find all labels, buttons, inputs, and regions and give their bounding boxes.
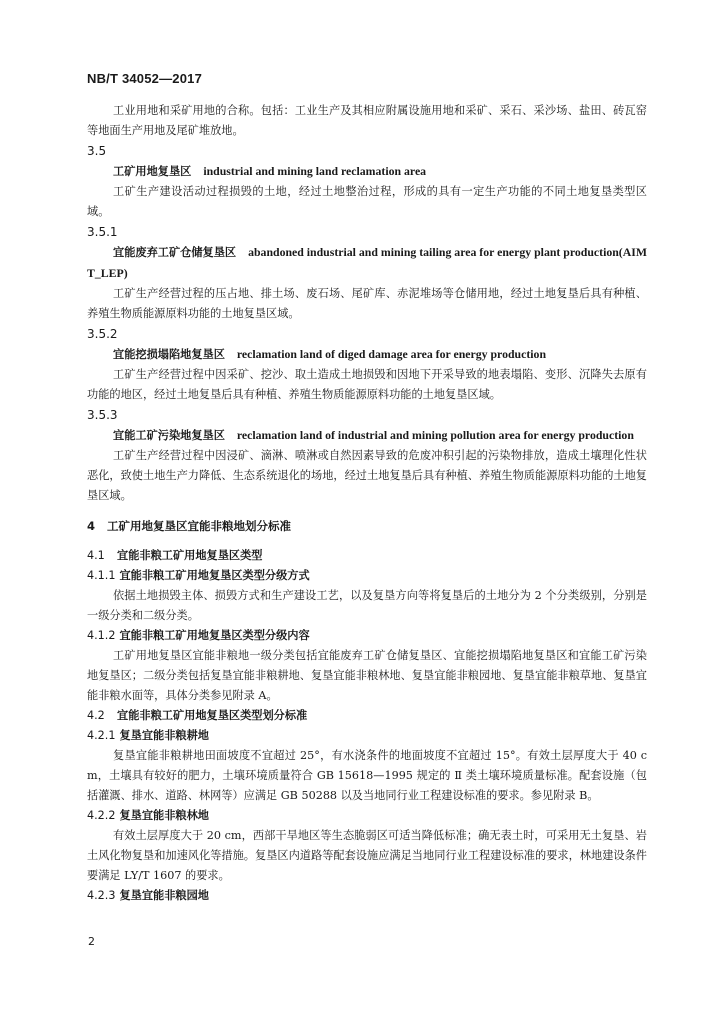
term-3-5-zh: 工矿用地复垦区	[113, 165, 192, 178]
term-3-5	[87, 161, 647, 182]
clause-number-3-5: 3.5	[87, 144, 107, 158]
chapter-4-number: 4	[87, 519, 96, 533]
section-4-1-heading	[87, 546, 647, 566]
section-4-1-number: 4.1	[87, 549, 105, 562]
section-4-2-2-heading	[87, 806, 647, 826]
section-4-2-1-text: 复垦宜能非粮耕地田面坡度不宜超过 25°，有水浇条件的地面坡度不宜超过 15°。有效土层厚度大于 40 cm，土壤具有较好的肥力，土壤环境质量符合 GB 15618—1995 规定的 Ⅱ 类土壤环境质量标准。配套设施（包括灌溉、排水、道路、林网等）应满足 GB 50288 以及当地同行业工程建设标准的要求。参见附录 B。	[87, 749, 647, 802]
chapter-4-heading	[87, 516, 647, 536]
section-4-1-2-title: 宜能非粮工矿用地复垦区类型分级内容	[119, 629, 310, 642]
clause-number-3-5-3: 3.5.3	[87, 408, 118, 422]
section-4-1-2-heading	[87, 626, 647, 646]
standard-code: NB/T 34052—2017	[87, 71, 203, 86]
term-3-5-1-zh: 宜能废弃工矿仓储复垦区	[113, 246, 237, 259]
definition-3-5: 工矿生产建设活动过程损毁的土地，经过土地整治过程，形成的具有一定生产功能的不同土地复垦类型区域。	[87, 185, 647, 218]
definition-3-5-2: 工矿生产经营过程中因采矿、挖沙、取土造成土地损毁和因地下开采导致的地表塌陷、变形、沉降失去原有功能的地区，经过土地复垦后具有种植、养殖生物质能源原料功能的土地复垦区域。	[87, 368, 647, 401]
term-3-5-2	[87, 344, 647, 365]
section-4-2-3-number: 4.2.3	[87, 889, 116, 902]
section-4-2-1-heading	[87, 726, 647, 746]
section-4-2-number: 4.2	[87, 709, 105, 722]
section-4-1-1-text: 依据土地损毁主体、损毁方式和生产建设工艺，以及复垦方向等将复垦后的土地分为 2 个分类级别，分别是一级分类和二级分类。	[87, 589, 647, 622]
term-3-5-3-en: reclamation land of industrial and mining pollution area for energy production	[236, 428, 634, 442]
definition-3-5-1: 工矿生产经营过程的压占地、排土场、废石场、尾矿库、赤泥堆场等仓储用地，经过土地复垦后具有种植、养殖生物质能源原料功能的土地复垦区域。	[87, 287, 647, 320]
term-3-5-1-en: abandoned industrial and mining tailing area for energy plant production(AIMT_LEP)	[87, 245, 647, 280]
section-4-2-1-number: 4.2.1	[87, 729, 116, 742]
section-4-2-1-title: 复垦宜能非粮耕地	[119, 729, 209, 742]
section-4-2-2-title: 复垦宜能非粮林地	[119, 809, 209, 822]
section-4-2-3-title: 复垦宜能非粮园地	[119, 889, 209, 902]
section-4-1-2-text: 工矿用地复垦区宜能非粮地一级分类包括宜能废弃工矿仓储复垦区、宜能挖损塌陷地复垦区和宜能工矿污染地复垦区；二级分类包括复垦宜能非粮耕地、复垦宜能非粮林地、复垦宜能非粮园地、复垦宜能非粮草地、复垦宜能非粮水面等，具体分类参见附录 A。	[87, 649, 647, 702]
term-3-5-3-zh: 宜能工矿污染地复垦区	[113, 429, 225, 442]
section-4-1-1-heading	[87, 566, 647, 586]
chapter-4-title: 工矿用地复垦区宜能非粮地划分标准	[107, 519, 292, 533]
section-4-2-heading	[87, 706, 647, 726]
clause-number-3-5-2: 3.5.2	[87, 327, 118, 341]
definition-3-5-3: 工矿生产经营过程中因浸矿、滴淋、喷淋或自然因素导致的危废冲积引起的污染物排放，造成土壤理化性状恶化，致使土地生产力降低、生态系统退化的场地，经过土地复垦后具有种植、养殖生物质能源原料功能的土地复垦区域。	[87, 449, 647, 502]
section-4-2-3-heading	[87, 886, 647, 906]
page-number: 2	[88, 935, 95, 948]
term-3-5-en: industrial and mining land reclamation area	[203, 164, 427, 178]
term-3-5-1	[87, 242, 647, 284]
intro-paragraph: 工业用地和采矿用地的合称。包括：工业生产及其相应附属设施用地和采矿、采石、采沙场、盐田、砖瓦窑等地面生产用地及尾矿堆放地。	[87, 104, 647, 137]
section-4-1-1-title: 宜能非粮工矿用地复垦区类型分级方式	[119, 569, 310, 582]
term-3-5-2-en: reclamation land of diged damage area for energy production	[236, 347, 546, 361]
section-4-2-2-text: 有效土层厚度大于 20 cm，西部干旱地区等生态脆弱区可适当降低标准；确无表土时，可采用无土复垦、岩土风化物复垦和加速风化等措施。复垦区内道路等配套设施应满足当地同行业工程建设标准的要求，林地建设条件要满足 LY/T 1607 的要求。	[87, 829, 647, 882]
section-4-1-2-number: 4.1.2	[87, 629, 116, 642]
document-body	[87, 101, 647, 906]
term-3-5-2-zh: 宜能挖损塌陷地复垦区	[113, 348, 225, 361]
section-4-1-1-number: 4.1.1	[87, 569, 116, 582]
clause-number-3-5-1: 3.5.1	[87, 225, 118, 239]
section-4-2-title: 宜能非粮工矿用地复垦区类型划分标准	[117, 709, 308, 722]
term-3-5-3	[87, 425, 647, 446]
section-4-2-2-number: 4.2.2	[87, 809, 116, 822]
section-4-1-title: 宜能非粮工矿用地复垦区类型	[117, 549, 263, 562]
